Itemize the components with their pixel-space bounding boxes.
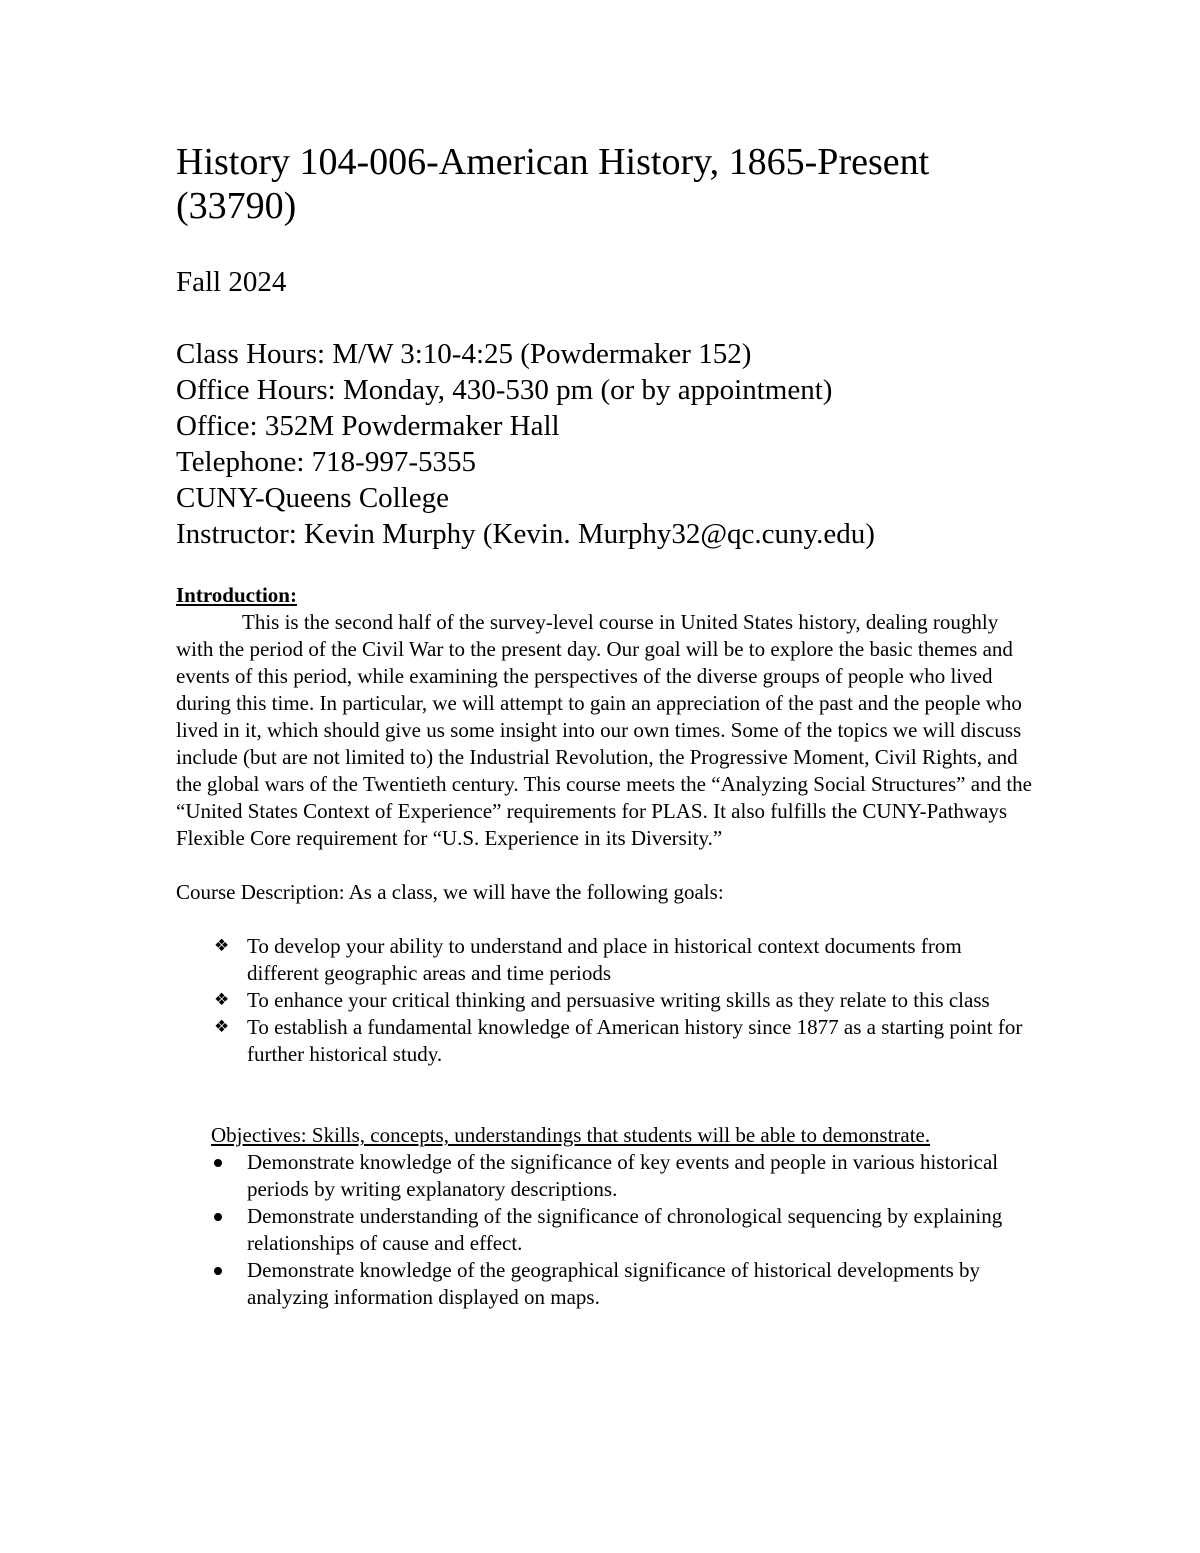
list-item — [176, 1149, 1036, 1203]
bullet-dot-icon — [214, 1267, 222, 1275]
list-item — [176, 933, 1036, 987]
bullet-dot-icon — [214, 1213, 222, 1221]
course-info-block — [176, 336, 1036, 552]
goal-text: To establish a fundamental knowledge of American history since 1877 as a starting point for further historical study. — [247, 1015, 1023, 1066]
bullet-dot-icon — [214, 1159, 222, 1167]
course-description: Course Description: As a class, we will have the following goals: — [176, 880, 724, 904]
diamond-bullet-icon: ❖ — [214, 990, 230, 1010]
objective-text: Demonstrate knowledge of the geographical significance of historical developments by analyzing information displayed on maps. — [247, 1258, 981, 1309]
goal-text: To develop your ability to understand and place in historical context documents from different geographic areas and time periods — [247, 934, 962, 985]
introduction-paragraph: This is the second half of the survey-level course in United States history, dealing roughly with the period of the Civil War to the present day. Our goal will be to explore the basic themes and events of this period, while examining the perspectives of the diverse groups of people who lived during this time. In particular, we will attempt to gain an appreciation of the past and the people who lived in it, which should give us some insight into our own times. Some of the topics we will discuss include (but are not limited to) the Industrial Revolution, the Progressive Moment, Civil Rights, and the global wars of the Twentieth century. This course meets the “Analyzing Social Structures” and the “United States Context of Experience” requirements for PLAS. It also fulfills the CUNY-Pathways Flexible Core requirement for “U.S. Experience in its Diversity.” — [176, 610, 1032, 850]
list-item — [176, 1257, 1036, 1311]
instructor: Instructor: Kevin Murphy (Kevin. Murphy32@qc.cuny.edu) — [176, 518, 875, 550]
syllabus-page — [176, 140, 1036, 1311]
list-item — [176, 987, 1036, 1014]
college-name: CUNY-Queens College — [176, 482, 450, 514]
office-hours: Office Hours: Monday, 430-530 pm (or by appointment) — [176, 374, 833, 406]
course-term: Fall 2024 — [176, 266, 287, 298]
list-item — [176, 1014, 1036, 1068]
objective-text: Demonstrate knowledge of the significance of key events and people in various historical periods by writing explanatory descriptions. — [247, 1150, 999, 1201]
goal-text: To enhance your critical thinking and persuasive writing skills as they relate to this class — [247, 988, 990, 1012]
objective-text: Demonstrate understanding of the significance of chronological sequencing by explaining relationships of cause and effect. — [247, 1204, 1003, 1255]
goals-list — [176, 933, 1036, 1068]
diamond-bullet-icon: ❖ — [214, 1017, 230, 1037]
list-item — [176, 1203, 1036, 1257]
objectives-list — [176, 1149, 1036, 1311]
objectives-heading: Objectives: Skills, concepts, understandings that students will be able to demonstrate. — [211, 1123, 931, 1147]
class-hours: Class Hours: M/W 3:10-4:25 (Powdermaker 152) — [176, 338, 752, 370]
introduction-heading: Introduction: — [176, 583, 297, 607]
course-title: History 104-006-American History, 1865-Present (33790) — [176, 141, 930, 227]
diamond-bullet-icon: ❖ — [214, 936, 230, 956]
telephone: Telephone: 718-997-5355 — [176, 446, 476, 478]
office-location: Office: 352M Powdermaker Hall — [176, 410, 560, 442]
introduction-section — [176, 582, 1036, 852]
